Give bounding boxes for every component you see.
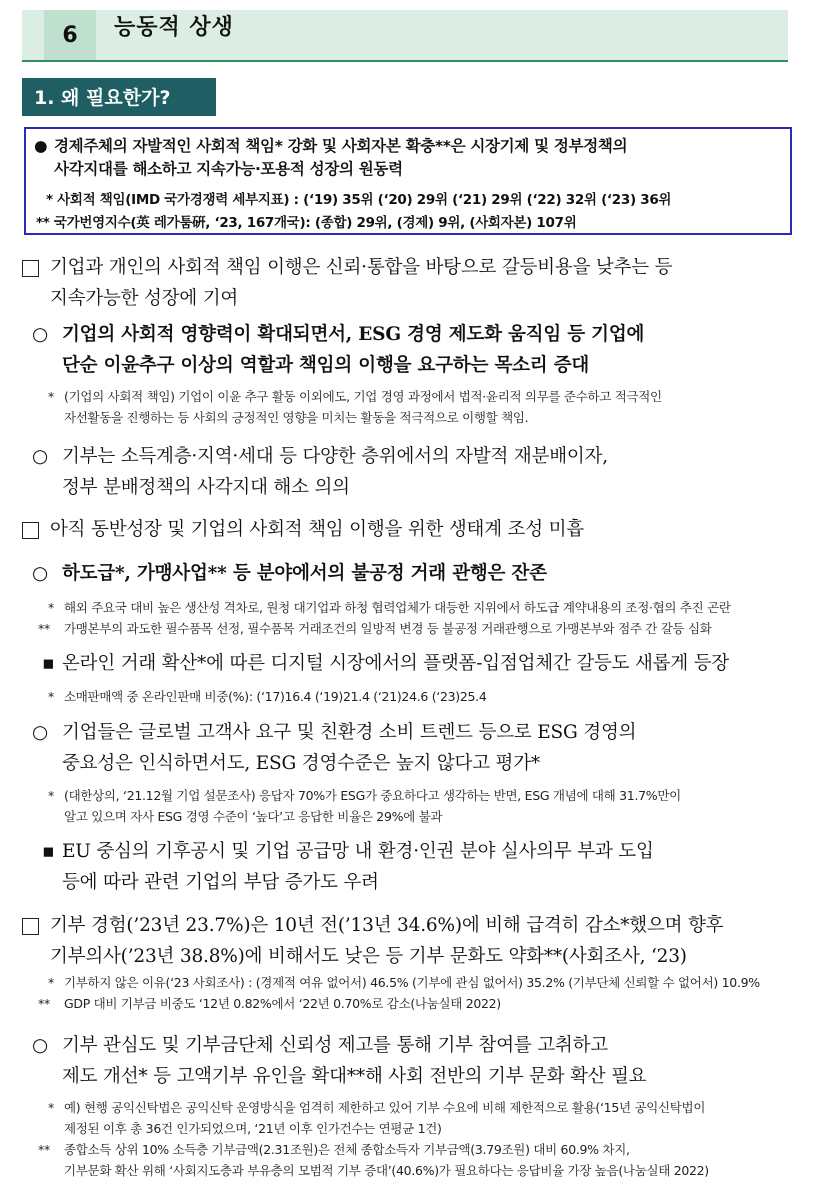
- checkbox-square-icon: [22, 522, 39, 539]
- sub-item: [42, 648, 794, 679]
- footnote-star: *: [48, 975, 54, 990]
- footnote-line: 해외 주요국 대비 높은 생산성 격차로, 원청 대기업과 하청 협력업체가 대등한 지위에서 하도급 계약내용의 조정·협의 추진 곤란: [64, 600, 731, 615]
- sub-item: [32, 319, 794, 381]
- footnote-line: GDP 대비 기부금 비중도 ‘12년 0.82%에서 ‘22년 0.70%로 감소(나눔실태 2022): [64, 996, 501, 1011]
- footnote-line: 종합소득 상위 10% 소득층 기부금액(2.31조원)은 전체 종합소득자 기부금액(3.79조원) 대비 60.9% 차지,: [64, 1142, 630, 1157]
- circle-bullet-icon: ○: [32, 1035, 48, 1056]
- footnote: [48, 386, 794, 428]
- chapter-header: [22, 10, 788, 62]
- summary-note: ** 국가번영지수(英 레가툼硏, ‘23, 167개국): (종합) 29위, (경제) 9위, (사회자본) 107위: [36, 215, 577, 231]
- footnote: [38, 597, 798, 639]
- summary-box: [24, 127, 792, 235]
- summary-line: 사각지대를 해소하고 지속가능·포용적 성장의 원동력: [54, 160, 403, 178]
- footnote-star: **: [38, 1142, 50, 1157]
- sub-item-line: 제도 개선* 등 고액기부 유인을 확대**해 사회 전반의 기부 문화 확산 필요: [62, 1066, 647, 1087]
- chapter-number: 6: [44, 10, 96, 60]
- footnote-star: *: [48, 689, 54, 704]
- paragraph: [22, 910, 794, 972]
- sub-item: [32, 717, 794, 779]
- sub-item-line: 정부 분배정책의 사각지대 해소 의의: [62, 477, 350, 498]
- footnote-line: 알고 있으며 자사 ESG 경영 수준이 ‘높다’고 응답한 비율은 29%에 불과: [64, 809, 443, 824]
- footnote: [48, 686, 794, 707]
- footnote-star: *: [48, 788, 54, 803]
- footnote-line: 자선활동을 진행하는 등 사회의 긍정적인 영향을 미치는 활동을 적극적으로 이행할 책임.: [64, 410, 529, 425]
- sub-item-line: 하도급*, 가맹사업** 등 분야에서의 불공정 거래 관행은 잔존: [62, 563, 547, 584]
- footnote: [38, 1097, 798, 1181]
- sub-item: [32, 558, 794, 589]
- section-title: 1. 왜 필요한가?: [22, 78, 216, 116]
- paragraph-line: 기부의사(’23년 38.8%)에 비해서도 낮은 등 기부 문화도 약화**(사회조사, ‘23): [50, 946, 687, 967]
- footnote-line: 기부하지 않은 이유(‘23 사회조사) : (경제적 여유 없어서) 46.5% (기부에 관심 없어서) 35.2% (기부단체 신뢰할 수 없어서) 10.9%: [64, 975, 760, 990]
- sub-item-line: 기업의 사회적 영향력이 확대되면서, ESG 경영 제도화 움직임 등 기업에: [62, 324, 645, 345]
- circle-bullet-icon: ○: [32, 722, 48, 743]
- checkbox-square-icon: [22, 918, 39, 935]
- summary-main: [34, 135, 782, 181]
- footnote-star: **: [38, 621, 50, 636]
- summary-note: * 사회적 책임(IMD 국가경쟁력 세부지표) : (‘19) 35위 (‘20) 29위 (‘21) 29위 (‘22) 32위 (‘23) 36위: [46, 192, 672, 208]
- sub-item: [42, 836, 794, 898]
- footnote-line: (기업의 사회적 책임) 기업이 이윤 추구 활동 이외에도, 기업 경영 과정에서 법적·윤리적 의무를 준수하고 적극적인: [64, 389, 662, 404]
- footnote-star: **: [38, 996, 50, 1011]
- footnote-line: 소매판매액 중 온라인판매 비중(%): (‘17)16.4 (‘19)21.4 (‘21)24.6 (‘23)25.4: [64, 689, 487, 704]
- chapter-title: 능동적 상생: [114, 15, 234, 40]
- circle-bullet-icon: ○: [32, 563, 48, 584]
- footnote-line: 기부문화 확산 위해 ‘사회지도층과 부유층의 모범적 기부 증대’(40.6%)가 필요하다는 응답비율 가장 높음(나눔실태 2022): [64, 1163, 709, 1178]
- paragraph-line: 기업과 개인의 사회적 책임 이행은 신뢰·통합을 바탕으로 갈등비용을 낮추는 등: [50, 257, 673, 278]
- paragraph: [22, 252, 794, 314]
- sub-item-line: 기부 관심도 및 기부금단체 신뢰성 제고를 통해 기부 참여를 고취하고: [62, 1035, 608, 1056]
- footnote-star: *: [48, 1100, 54, 1115]
- sub-item-line: 등에 따라 관련 기업의 부담 증가도 우려: [62, 872, 379, 893]
- bullet-icon: ●: [34, 137, 48, 155]
- footnote-star: *: [48, 389, 54, 404]
- paragraph-line: 아직 동반성장 및 기업의 사회적 책임 이행을 위한 생태계 조성 미흡: [50, 519, 584, 540]
- footnote-star: *: [48, 600, 54, 615]
- sub-item-line: 단순 이윤추구 이상의 역할과 책임의 이행을 요구하는 목소리 증대: [62, 355, 590, 376]
- footnote: [48, 785, 794, 827]
- sub-item-line: 기부는 소득계층·지역·세대 등 다양한 층위에서의 자발적 재분배이자,: [62, 446, 608, 467]
- footnote: [38, 972, 798, 1014]
- paragraph: [22, 514, 794, 545]
- circle-bullet-icon: ○: [32, 446, 48, 467]
- paragraph-line: 지속가능한 성장에 기여: [50, 288, 239, 309]
- sub-item-line: 온라인 거래 확산*에 따른 디지털 시장에서의 플랫폼-입점업체간 갈등도 새롭게 등장: [62, 653, 730, 674]
- sub-item: [32, 1030, 794, 1092]
- square-bullet-icon: ▪: [42, 841, 55, 862]
- checkbox-square-icon: [22, 260, 39, 277]
- footnote-line: 가맹본부의 과도한 필수품목 선정, 필수품목 거래조건의 일방적 변경 등 불공정 거래관행으로 가맹본부와 점주 간 갈등 심화: [64, 621, 712, 636]
- footnote-line: (대한상의, ‘21.12월 기업 설문조사) 응답자 70%가 ESG가 중요하다고 생각하는 반면, ESG 개념에 대해 31.7%만이: [64, 788, 681, 803]
- footnote-line: 제정된 이후 총 36건 인가되었으며, ‘21년 이후 인가건수는 연평균 1건): [64, 1121, 442, 1136]
- sub-item: [32, 441, 794, 503]
- summary-line: 경제주체의 자발적인 사회적 책임* 강화 및 사회자본 확충**은 시장기제 및 정부정책의: [54, 137, 628, 155]
- paragraph-line: 기부 경험(’23년 23.7%)은 10년 전(’13년 34.6%)에 비해 급격히 감소*했으며 향후: [50, 915, 724, 936]
- sub-item-line: EU 중심의 기후공시 및 기업 공급망 내 환경·인권 분야 실사의무 부과 도입: [62, 841, 654, 862]
- circle-bullet-icon: ○: [32, 324, 48, 345]
- footnote-line: 예) 현행 공익신탁법은 공익신탁 운영방식을 엄격히 제한하고 있어 기부 수요에 비해 제한적으로 활용(‘15년 공익신탁법이: [64, 1100, 706, 1115]
- sub-item-line: 기업들은 글로벌 고객사 요구 및 친환경 소비 트렌드 등으로 ESG 경영의: [62, 722, 637, 743]
- square-bullet-icon: ▪: [42, 653, 55, 674]
- sub-item-line: 중요성은 인식하면서도, ESG 경영수준은 높지 않다고 평가*: [62, 753, 540, 774]
